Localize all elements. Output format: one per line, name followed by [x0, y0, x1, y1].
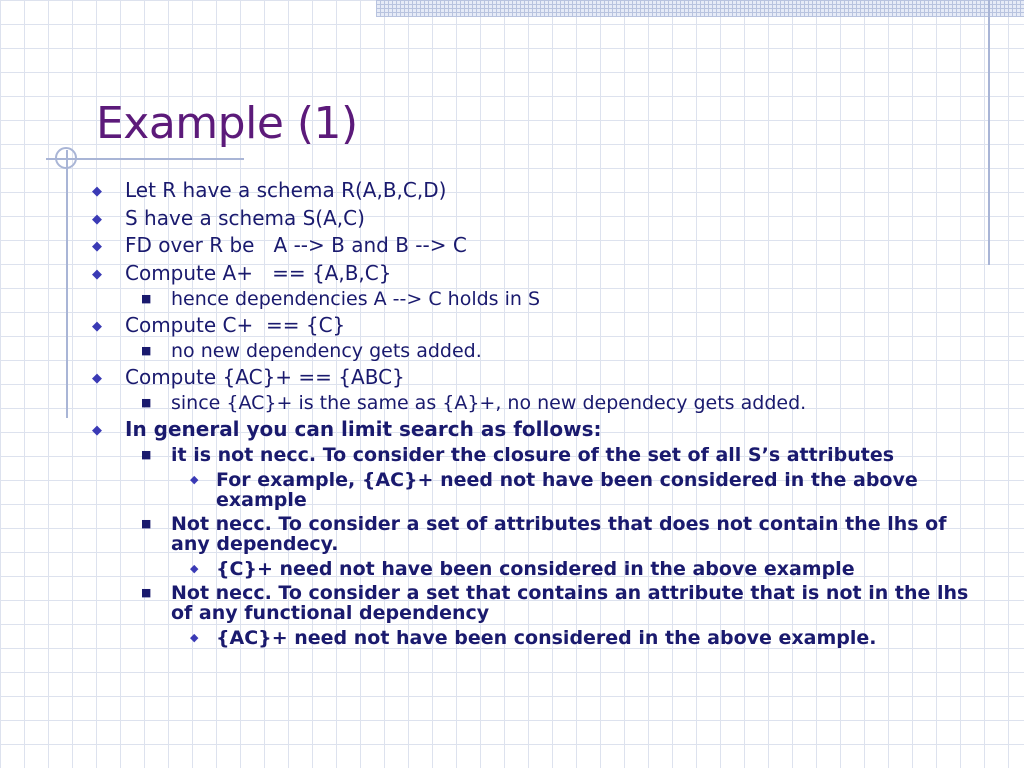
bullet-text: S have a schema S(A,C): [125, 205, 365, 230]
bullet-text: {AC}+ need not have been considered in the above example.: [216, 626, 877, 649]
square-bullet-icon: ■: [141, 586, 152, 599]
sub-bullet-item: [88, 339, 988, 364]
bullet-text: {C}+ need not have been considered in the above example: [216, 557, 855, 580]
sub-bullet-item: [88, 512, 988, 557]
diamond-bullet-icon: ◆: [92, 318, 102, 334]
small-diamond-bullet-icon: ◆: [190, 561, 199, 575]
bullet-item: [88, 312, 988, 340]
top-decorative-band: [376, 0, 1024, 17]
square-bullet-icon: ■: [141, 396, 152, 409]
bullet-text: since {AC}+ is the same as {A}+, no new dependecy gets added.: [171, 392, 807, 414]
bullet-item: [88, 177, 988, 205]
diamond-bullet-icon: ◆: [92, 184, 102, 199]
bullet-item: [88, 205, 988, 233]
bullet-item: [88, 232, 988, 260]
bullet-text: For example, {AC}+ need not have been considered in the above example: [216, 468, 918, 511]
diamond-bullet-icon: ◆: [92, 239, 102, 254]
bullet-text: Not necc. To consider a set that contains an attribute that is not in the lhs of any functional dependency: [171, 582, 969, 624]
sub-bullet-item: [88, 287, 988, 312]
bullet-text: Not necc. To consider a set of attributes that does not contain the lhs of any dependecy.: [171, 513, 947, 555]
slide-title: Example (1): [96, 98, 358, 149]
diamond-bullet-icon: ◆: [92, 370, 102, 386]
sub-bullet-item: [88, 391, 988, 416]
slide-body: [88, 177, 988, 650]
square-bullet-icon: ■: [141, 517, 152, 530]
bullet-text: no new dependency gets added.: [171, 340, 482, 362]
bullet-text: hence dependencies A --> C holds in S: [171, 288, 541, 310]
sub-sub-bullet-item: [88, 626, 988, 651]
bullet-text: In general you can limit search as follows:: [125, 416, 602, 441]
sub-sub-bullet-item: [88, 468, 988, 513]
sub-bullet-item: [88, 581, 988, 626]
right-decorative-line: [988, 0, 990, 265]
sub-bullet-item: [88, 443, 988, 468]
bullet-text: Compute C+ == {C}: [125, 312, 346, 337]
bullet-item: [88, 260, 988, 288]
bullet-text: it is not necc. To consider the closure of the set of all S’s attributes: [171, 444, 895, 466]
bullet-text: Compute A+ == {A,B,C}: [125, 260, 392, 285]
diamond-bullet-icon: ◆: [92, 422, 102, 438]
sub-sub-bullet-item: [88, 557, 988, 582]
bullet-text: FD over R be A --> B and B --> C: [125, 233, 467, 257]
circle-decoration: [55, 147, 77, 169]
small-diamond-bullet-icon: ◆: [190, 472, 199, 486]
square-bullet-icon: ■: [141, 344, 152, 357]
bullet-item: [88, 416, 988, 444]
diamond-bullet-icon: ◆: [92, 211, 102, 227]
bullet-text: Let R have a schema R(A,B,C,D): [125, 178, 447, 202]
left-decorative-line: [66, 150, 68, 418]
small-diamond-bullet-icon: ◆: [190, 630, 199, 644]
bullet-text: Compute {AC}+ == {ABC}: [125, 364, 405, 389]
square-bullet-icon: ■: [141, 448, 152, 461]
square-bullet-icon: ■: [141, 292, 152, 305]
bullet-item: [88, 364, 988, 392]
diamond-bullet-icon: ◆: [92, 266, 102, 282]
